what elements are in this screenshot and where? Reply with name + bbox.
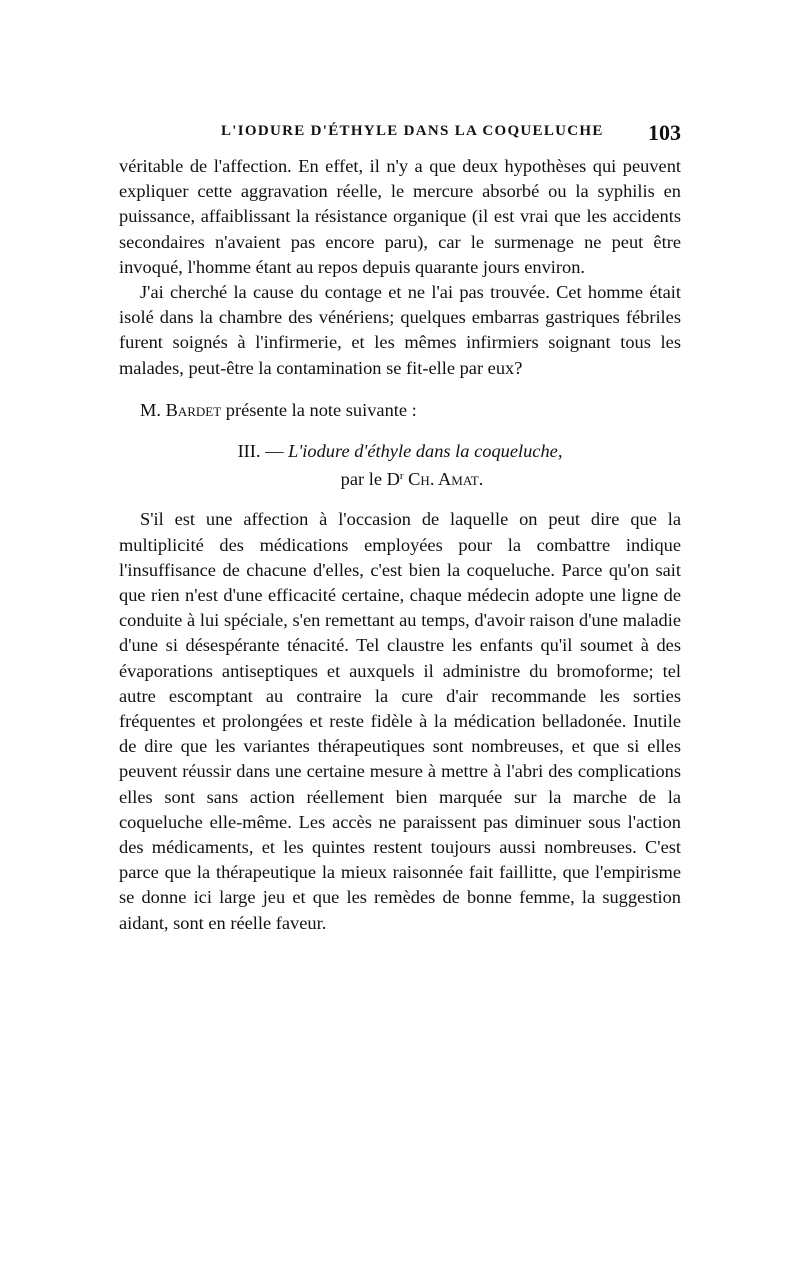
paragraph-coqueluche: S'il est une affection à l'occasion de laquelle on peut dire que la multiplicité des médications employées pour la combattre indique l'insuffisance de chacune d'elles, c'est bien la coqueluche. Parce qu'on sait que rien n'est d'une efficacité certaine, chaque médecin adopte une ligne de conduite à lui spéciale, s'en remettant au temps, d'avoir raison d'une maladie d'une si désespérante ténacité. Tel claustre les enfants qu'il soumet à des évaporations antiseptiques et auxquels il administre du bromoforme; tel autre escomptant au contraire la cure d'air recommande les sorties fréquentes et prolongées et reste fidèle à la médication belladonée. Inutile de dire que les variantes thérapeutiques sont nombreuses, et que si elles peuvent réussir dans une certaine mesure à mettre à l'abri des complications elles sont sans action réellement bien marquée sur la marche de la coqueluche elle-même. Les accès ne paraissent pas diminuer sous l'action des médicaments, et les quintes restent toujours aussi nombreuses. C'est parce que la thérapeutique la mieux raisonnée fait faillitte, que l'empirisme se donne ici large jeu et que les remèdes de bonne femme, la suggestion aidant, sont en réelle faveur. [119,509,681,933]
byline-prefix: par le D [340,469,400,490]
bardet-prefix: M. [140,399,166,420]
paragraph-bardet [119,398,681,423]
section-numeral: III. — [237,441,289,462]
running-title: L'IODURE D'ÉTHYLE DANS LA COQUELUCHE [221,123,604,139]
byline-sup: r [399,470,404,483]
book-page [119,120,681,936]
section-title-text: L'iodure d'éthyle dans la coqueluche, [288,441,563,462]
paragraph-continued: véritable de l'affection. En effet, il n'y a que deux hypothèses qui peuvent expliquer cette aggravation réelle, le mercure absorbé ou la syphilis en puissance, affaiblissant la résistance organique (il est vrai que les accidents secondaires n'avaient pas encore paru), car le surmenage ne peut être invoqué, l'homme étant au repos depuis quarante jours environ. [119,156,681,277]
body-text [119,154,681,936]
running-head [119,120,681,146]
section-title [119,439,681,464]
bardet-name: Bardet [165,399,222,420]
section-byline [119,464,681,492]
paragraph-contagion: J'ai cherché la cause du contage et ne l'ai pas trouvée. Cet homme était isolé dans la chambre des vénériens; quelques embarras gastriques fébriles furent soignés à l'infirmerie, et les mêmes infirmiers soignant tous les malades, peut-être la contamination se fit-elle par eux? [119,282,681,378]
bardet-suffix: présente la note suivante : [221,399,417,420]
byline-author: Ch. Amat. [403,469,484,490]
page-number: 103 [648,120,681,145]
